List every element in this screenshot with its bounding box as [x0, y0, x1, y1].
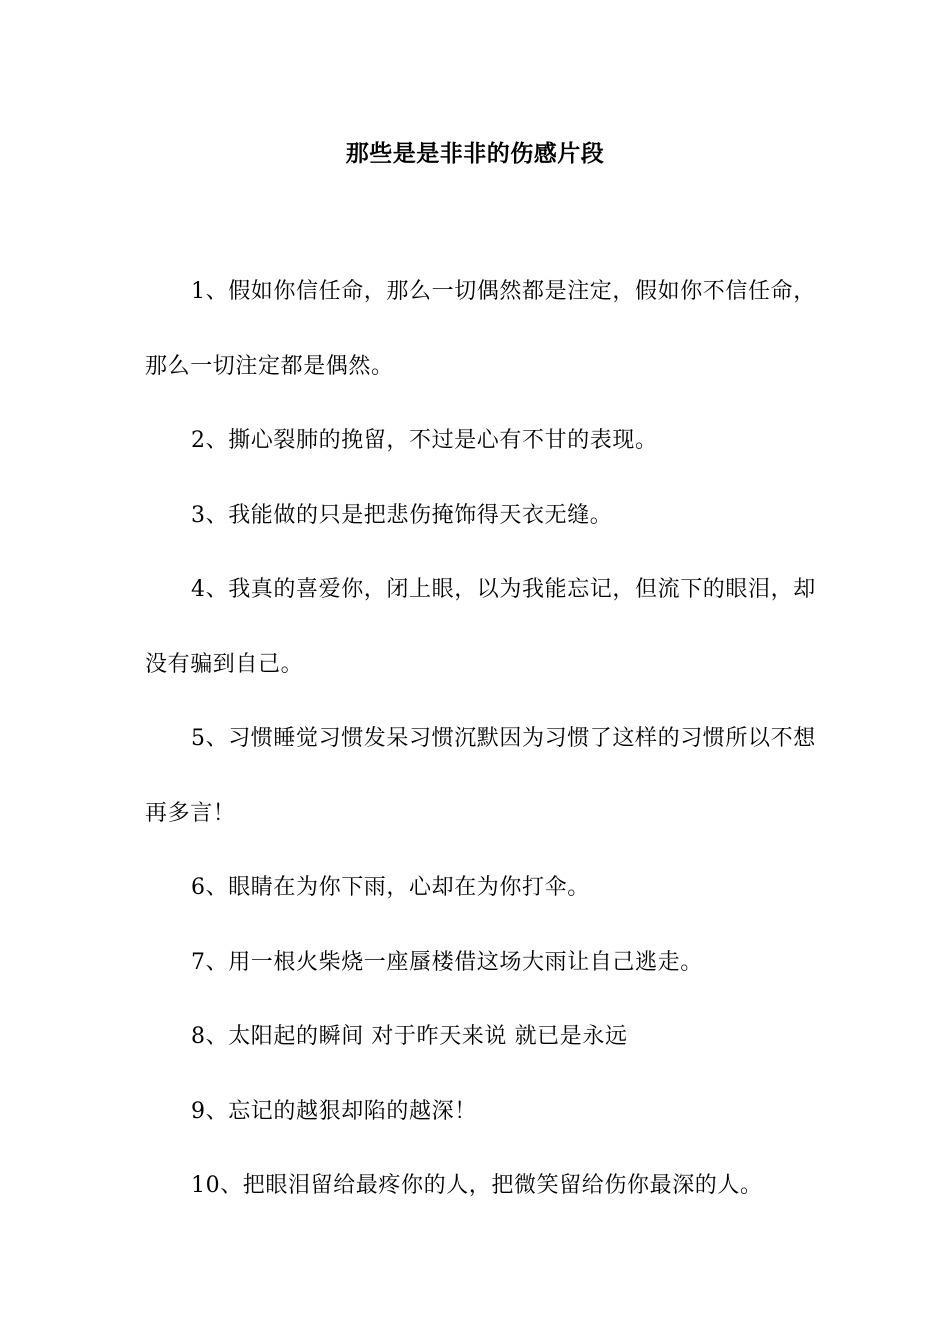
- document-body: [145, 255, 829, 1224]
- paragraph-8: 8、太阳起的瞬间 对于昨天来说 就已是永远: [191, 1024, 628, 1049]
- document-title: 那些是是非非的伤感片段: [345, 140, 605, 167]
- paragraph-6: 6、眼睛在为你下雨，心却在为你打伞。: [191, 875, 590, 900]
- paragraph-3: 3、我能做的只是把悲伤掩饰得天衣无缝。: [191, 502, 613, 528]
- paragraph-10: 10、把眼泪留给最疼你的人，把微笑留给伤你最深的人。: [191, 1173, 763, 1198]
- paragraph-2: 2、撕心裂肺的挽留，不过是心有不甘的表现。: [191, 428, 658, 453]
- paragraph-1: 1、假如你信任命，那么一切偶然都是注定，假如你不信任命，那么一切注定都是偶然。: [145, 279, 816, 379]
- paragraph-5: 5、习惯睡觉习惯发呆习惯沉默因为习惯了这样的习惯所以不想再多言！: [145, 726, 816, 826]
- paragraph-7: 7、用一根火柴烧一座蜃楼借这场大雨让自己逃走。: [191, 949, 703, 975]
- paragraph-9: 9、忘记的越狠却陷的越深！: [191, 1098, 477, 1124]
- paragraph-4: 4、我真的喜爱你，闭上眼，以为我能忘记，但流下的眼泪，却没有骗到自己。: [145, 577, 816, 677]
